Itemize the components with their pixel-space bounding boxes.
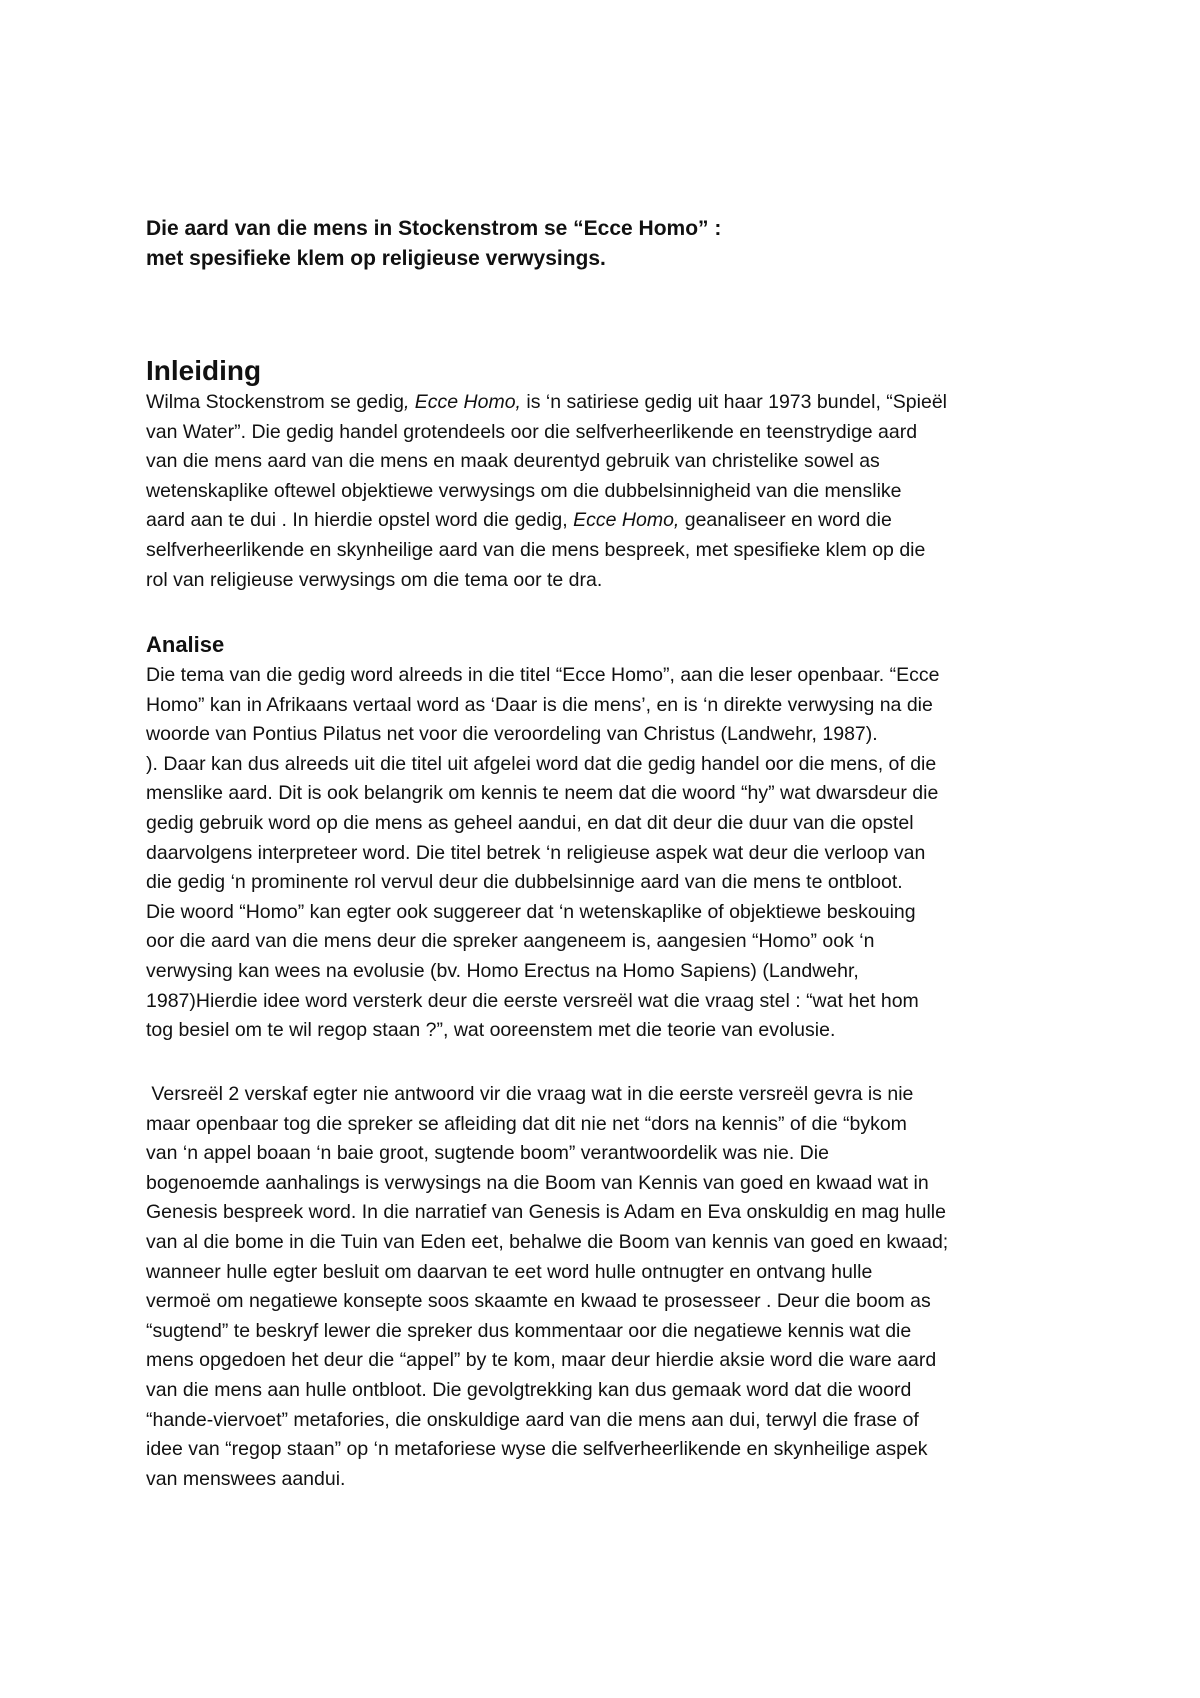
text-line: rol van religieuse verwysings om die tema oor te dra. bbox=[146, 568, 603, 591]
heading-inleiding: Inleiding bbox=[146, 355, 262, 386]
text-line: verwysing kan wees na evolusie (bv. Homo Erectus na Homo Sapiens) (Landwehr, bbox=[146, 959, 859, 982]
text-line: van al die bome in die Tuin van Eden eet, behalwe die Boom van kennis van goed en kwaad; bbox=[146, 1230, 949, 1253]
text-line: Die tema van die gedig word alreeds in die titel “Ecce Homo”, aan die leser openbaar. “Ecce bbox=[146, 664, 940, 686]
title-line-2: met spesifieke klem op religieuse verwysings. bbox=[146, 247, 606, 270]
text-line: 1987)Hierdie idee word versterk deur die eerste versreël wat die vraag stel : “wat het hom bbox=[146, 989, 919, 1012]
text-line: Versreël 2 verskaf egter nie antwoord vir die vraag wat in die eerste versreël gevra is nie bbox=[146, 1083, 914, 1105]
italic-run: , Ecce Homo, bbox=[403, 391, 521, 413]
document-title bbox=[146, 214, 1066, 274]
italic-run: Ecce Homo, bbox=[573, 509, 680, 532]
text-line: bogenoemde aanhalings is verwysings na die Boom van Kennis van goed en kwaad wat in bbox=[146, 1171, 929, 1194]
text-line: woorde van Pontius Pilatus net voor die veroordeling van Christus (Landwehr, 1987). bbox=[146, 723, 878, 746]
paragraph-analise bbox=[146, 661, 1066, 1046]
text-line bbox=[146, 506, 1066, 536]
text-line: die gedig ‘n prominente rol vervul deur die dubbelsinnige aard van die mens te ontbloot. bbox=[146, 871, 903, 894]
text-line: menslike aard. Dit is ook belangrik om kennis te neem dat die woord “hy” wat dwarsdeur die bbox=[146, 782, 939, 805]
title-line-1: Die aard van die mens in Stockenstrom se “Ecce Homo” : bbox=[146, 217, 722, 240]
text-line: Genesis bespreek word. In die narratief van Genesis is Adam en Eva onskuldig en mag hulle bbox=[146, 1201, 946, 1224]
text-line: vermoë om negatiewe konsepte soos skaamte en kwaad te prosesseer . Deur die boom as bbox=[146, 1290, 931, 1313]
text-line: daarvolgens interpreteer word. Die titel betrek ‘n religieuse aspek wat deur die verloop van bbox=[146, 841, 926, 864]
text-line: Die woord “Homo” kan egter ook suggereer dat ‘n wetenskaplike of objektiewe beskouing bbox=[146, 900, 916, 923]
text-line: maar openbaar tog die spreker se afleiding dat dit nie net “dors na kennis” of die “bykom bbox=[146, 1112, 907, 1135]
text-line: van ‘n appel boaan ‘n baie groot, sugtende boom” verantwoordelik was nie. Die bbox=[146, 1142, 829, 1165]
text-line: Homo” kan in Afrikaans vertaal word as ‘Daar is die mens’, en is ‘n direkte verwysing na die bbox=[146, 693, 933, 716]
text-line: van Water”. Die gedig handel grotendeels oor die selfverheerlikende en teenstrydige aard bbox=[146, 420, 918, 443]
text-line: idee van “regop staan” op ‘n metaforiese wyse die selfverheerlikende en skynheilige aspek bbox=[146, 1438, 928, 1461]
text-line: van die mens aan hulle ontbloot. Die gevolgtrekking kan dus gemaak word dat die woord bbox=[146, 1378, 912, 1401]
text-line: “sugtend” te beskryf lewer die spreker dus kommentaar oor die negatiewe kennis wat die bbox=[146, 1319, 912, 1342]
heading-analise: Analise bbox=[146, 632, 225, 657]
text-line: ). Daar kan dus alreeds uit die titel uit afgelei word dat die gedig handel oor die mens, of die bbox=[146, 752, 937, 775]
text-run: is ‘n satiriese gedig uit haar 1973 bundel, “Spieël bbox=[520, 391, 948, 413]
text-line: tog besiel om te wil regop staan ?”, wat ooreenstem met die teorie van evolusie. bbox=[146, 1019, 836, 1042]
text-line: gedig gebruik word op die mens as geheel aandui, en dat dit deur die duur van die opstel bbox=[146, 811, 914, 834]
text-line: wanneer hulle egter besluit om daarvan te eet word hulle ontnugter en ontvang hulle bbox=[146, 1260, 873, 1283]
text-line: selfverheerlikende en skynheilige aard van die mens bespreek, met spesifieke klem op die bbox=[146, 538, 926, 561]
document-page bbox=[146, 214, 1066, 1490]
text-line: oor die aard van die mens deur die spreker aangeneem is, aangesien “Homo” ook ‘n bbox=[146, 930, 875, 953]
text-line: wetenskaplike oftewel objektiewe verwysings om die dubbelsinnigheid van die menslike bbox=[146, 479, 902, 502]
text-line bbox=[146, 388, 1066, 418]
text-run: geanaliseer en word die bbox=[679, 509, 892, 532]
text-line: mens opgedoen het deur die “appel” by te kom, maar deur hierdie aksie word die ware aard bbox=[146, 1349, 937, 1372]
text-run: Wilma Stockenstrom se gedig bbox=[146, 391, 404, 413]
paragraph-inleiding bbox=[146, 388, 1066, 595]
text-run: aard aan te dui . In hierdie opstel word die gedig, bbox=[146, 509, 574, 532]
text-line: “hande-viervoet” metafories, die onskuldige aard van die mens aan dui, terwyl die frase of bbox=[146, 1408, 919, 1431]
text-line: van die mens aard van die mens en maak deurentyd gebruik van christelike sowel as bbox=[146, 450, 880, 473]
paragraph-versreel-2 bbox=[146, 1080, 1066, 1494]
text-line: van menswees aandui. bbox=[146, 1467, 346, 1490]
